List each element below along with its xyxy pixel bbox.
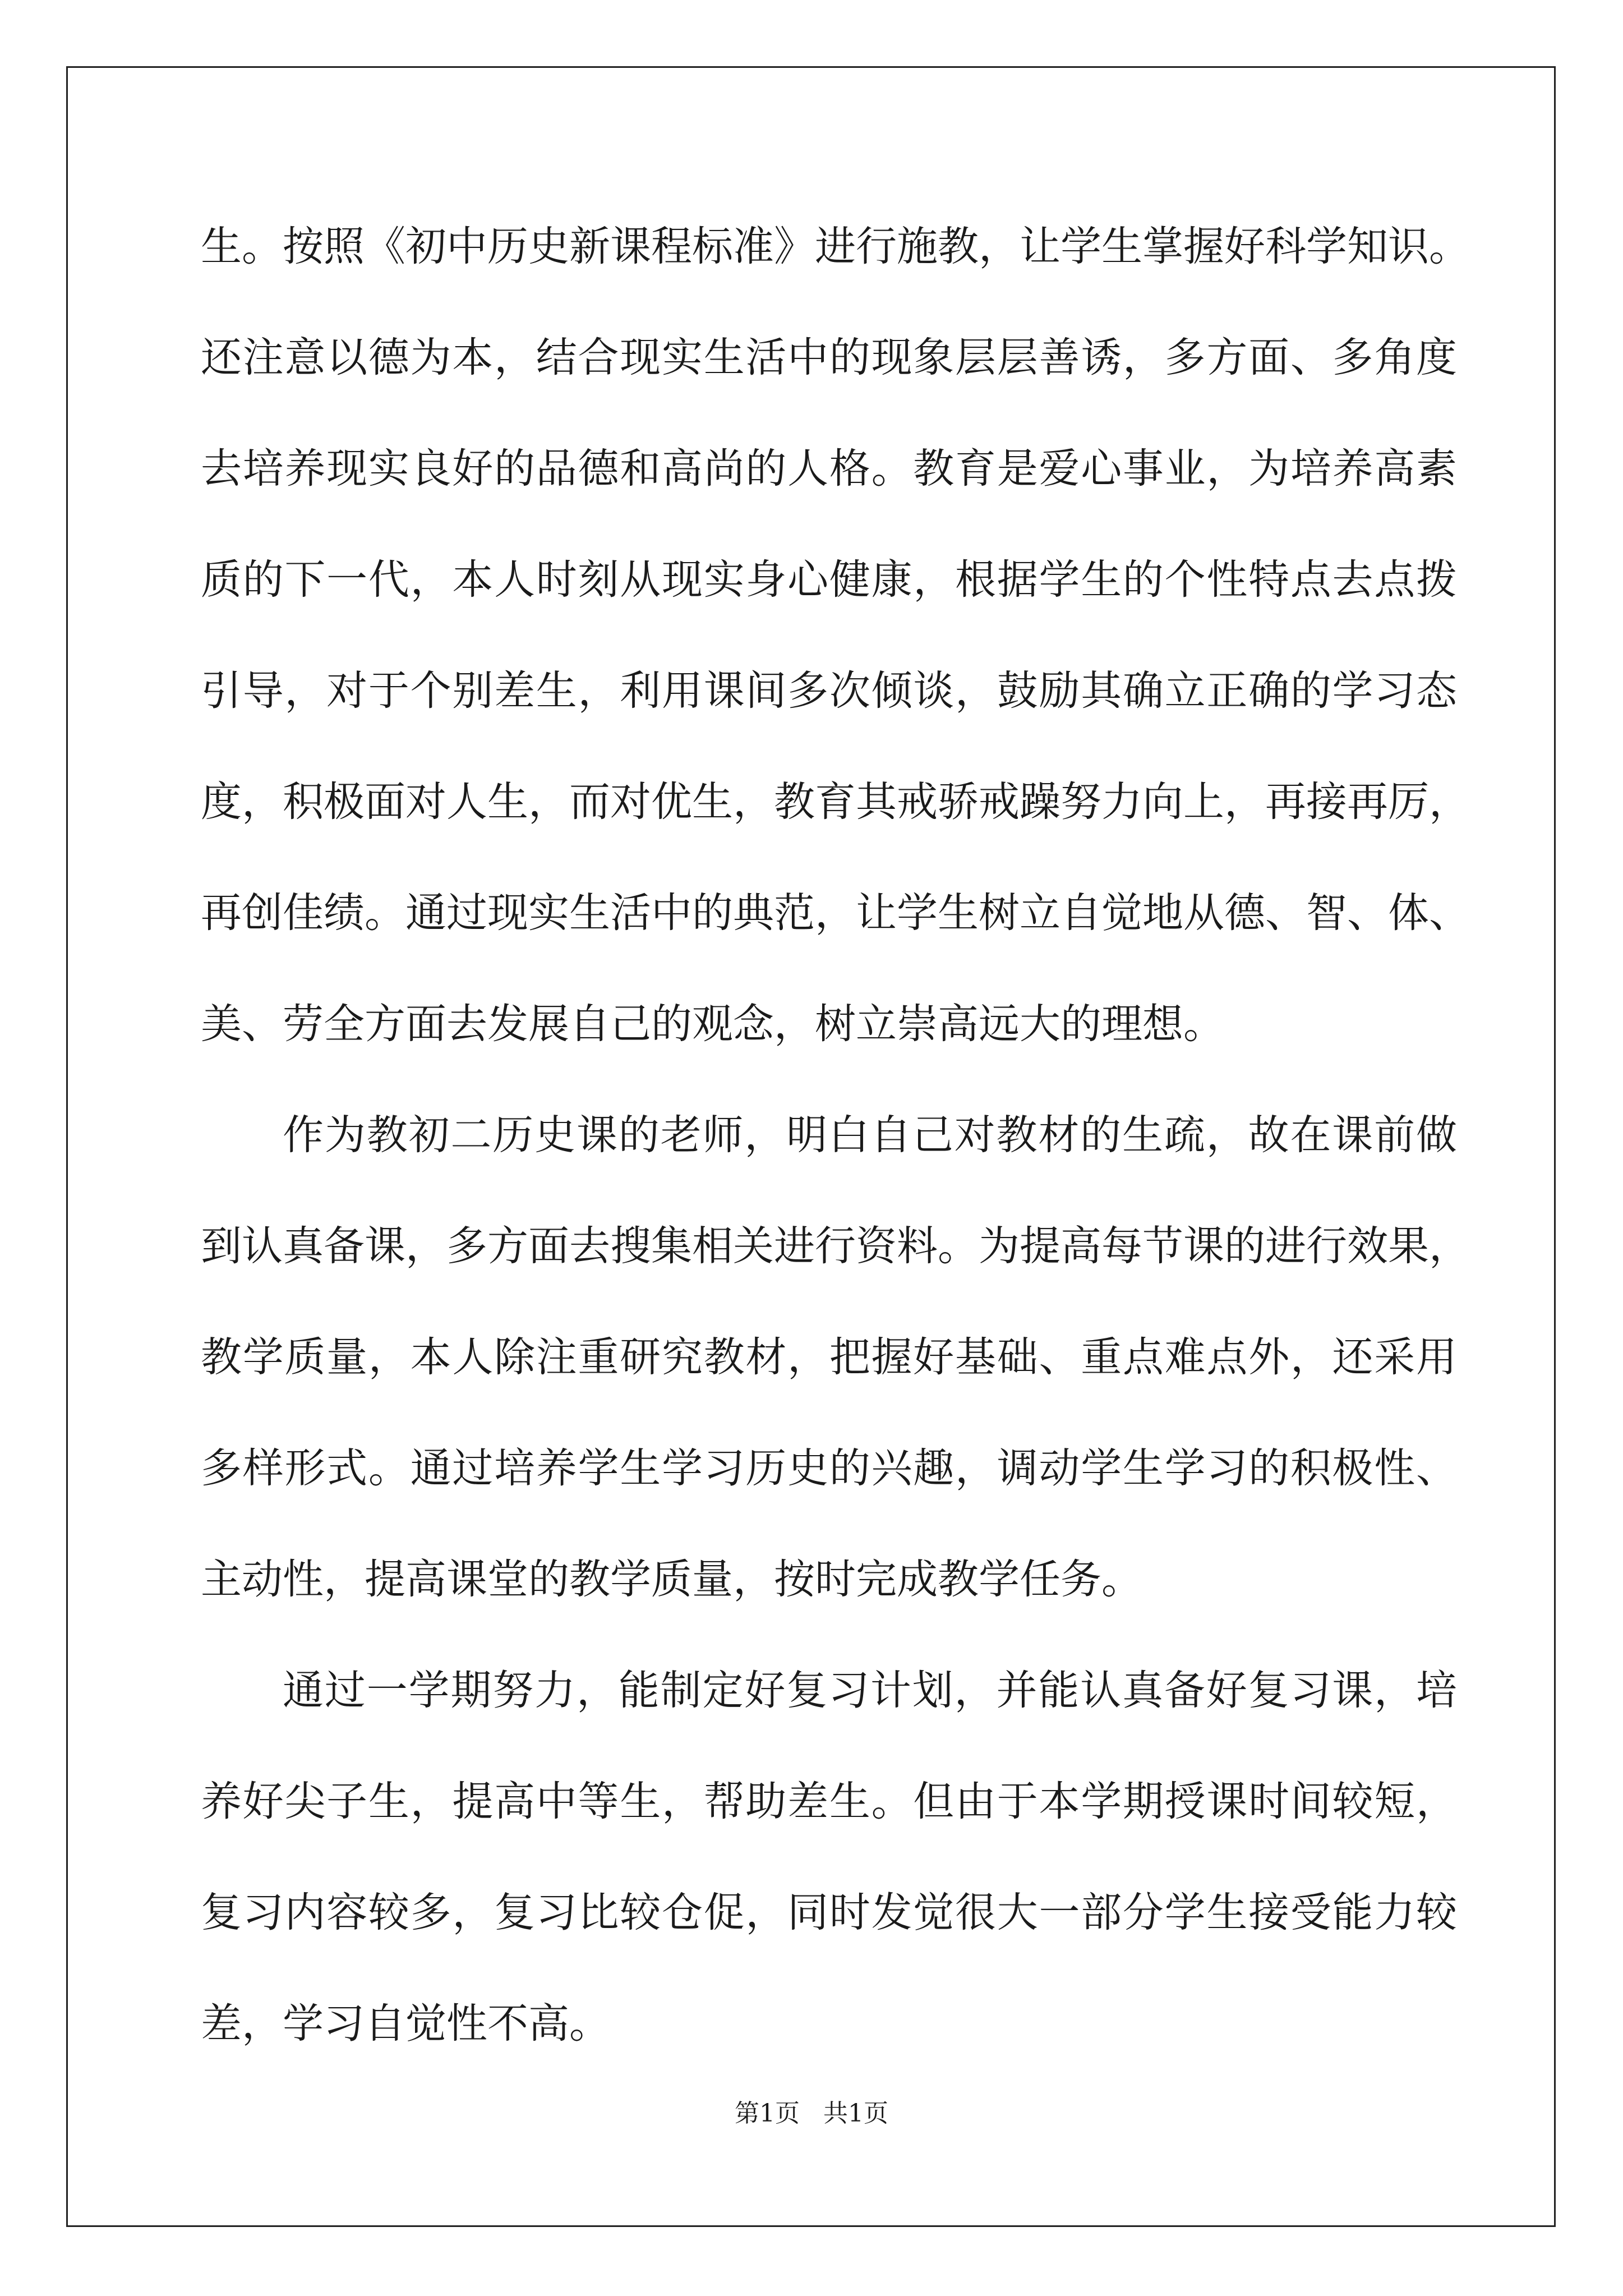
text-line: 生。按照《初中历史新课程标准》进行施教，让学生掌握好科学知识。 (201, 223, 1470, 270)
text-line: 去培养现实良好的品德和高尚的人格。教育是爱心事业，为培养高素 (201, 445, 1457, 493)
text-line: 美、劳全方面去发展自己的观念，树立崇高远大的理想。 (201, 1000, 1224, 1048)
text-line: 度，积极面对人生，而对优生，教育其戒骄戒躁努力向上，再接再厉， (201, 778, 1470, 826)
text-line: 主动性，提高课堂的教学质量，按时完成教学任务。 (201, 1556, 1142, 1603)
text-line: 养好尖子生，提高中等生，帮助差生。但由于本学期授课时间较短， (201, 1778, 1457, 1825)
text-line: 再创佳绩。通过现实生活中的典范，让学生树立自觉地从德、智、体、 (201, 889, 1470, 937)
text-line: 复习内容较多，复习比较仓促，同时发觉很大一部分学生接受能力较 (201, 1889, 1457, 1936)
page-footer: 第1页 共1页 (735, 2099, 888, 2128)
text-line: 通过一学期努力，能制定好复习计划，并能认真备好复习课，培 (283, 1667, 1457, 1714)
text-line: 质的下一代，本人时刻从现实身心健康，根据学生的个性特点去点拨 (201, 556, 1457, 604)
text-line: 还注意以德为本，结合现实生活中的现象层层善诱，多方面、多角度 (201, 334, 1457, 381)
text-line: 多样形式。通过培养学生学习历史的兴趣，调动学生学习的积极性、 (201, 1444, 1457, 1492)
text-line: 教学质量，本人除注重研究教材，把握好基础、重点难点外，还采用 (201, 1333, 1457, 1381)
text-line: 作为教初二历史课的老师，明白自己对教材的生疏，故在课前做 (283, 1111, 1457, 1159)
document-body (201, 219, 1470, 2107)
text-line: 到认真备课，多方面去搜集相关进行资料。为提高每节课的进行效果， (201, 1222, 1470, 1270)
text-line: 差，学习自觉性不高。 (201, 2000, 610, 2047)
text-line: 引导，对于个别差生，利用课间多次倾谈，鼓励其确立正确的学习态 (201, 667, 1457, 715)
